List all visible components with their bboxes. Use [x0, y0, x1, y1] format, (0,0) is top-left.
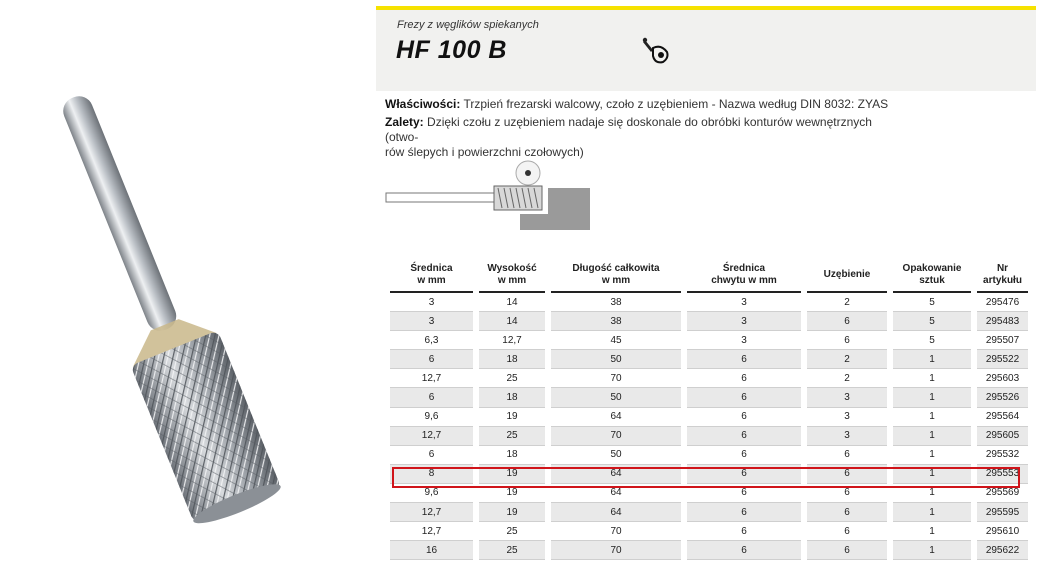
table-cell: 1 [890, 483, 974, 502]
table-cell: 25 [476, 522, 548, 541]
table-cell: 6 [684, 407, 804, 426]
tool-end-view-center [525, 170, 531, 176]
table-cell: 19 [476, 407, 548, 426]
table-cell: 19 [476, 483, 548, 502]
table-cell: 19 [476, 503, 548, 522]
table-cell: 14 [476, 292, 548, 312]
table-cell: 19 [476, 464, 548, 483]
properties-text [385, 97, 905, 112]
table-cell: 295526 [974, 388, 1028, 407]
table-cell: 6 [804, 522, 890, 541]
tool-shank [386, 193, 498, 202]
table-cell: 9,6 [390, 407, 476, 426]
properties-label: Właściwości: [385, 97, 461, 111]
table-cell: 3 [390, 292, 476, 312]
table-row [390, 426, 1028, 445]
table-cell: 8 [390, 464, 476, 483]
table-cell: 64 [548, 464, 684, 483]
table-cell: 1 [890, 445, 974, 464]
table-cell: 295622 [974, 541, 1028, 560]
table-cell: 2 [804, 369, 890, 388]
table-cell: 295522 [974, 350, 1028, 369]
table-cell: 1 [890, 541, 974, 560]
table-cell: 1 [890, 369, 974, 388]
table-row [390, 331, 1028, 350]
table-cell: 25 [476, 426, 548, 445]
table-cell: 1 [890, 503, 974, 522]
table-cell: 45 [548, 331, 684, 350]
table-cell: 6 [684, 522, 804, 541]
product-category: Frezy z węglików spiekanych [397, 19, 539, 31]
table-cell: 295605 [974, 426, 1028, 445]
table-cell: 6 [804, 312, 890, 331]
table-cell: 3 [390, 312, 476, 331]
table-cell: 6,3 [390, 331, 476, 350]
table-cell: 295532 [974, 445, 1028, 464]
table-cell: 295569 [974, 483, 1028, 502]
table-cell: 3 [684, 331, 804, 350]
accent-bar [376, 6, 1036, 10]
table-cell: 6 [804, 541, 890, 560]
table-cell: 6 [804, 331, 890, 350]
advantages-value-line1: Dzięki czołu z uzębieniem nadaje się doskonale do obróbki konturów wewnętrznych (otwo- [385, 115, 872, 144]
table-cell: 295564 [974, 407, 1028, 426]
table-cell: 1 [890, 464, 974, 483]
advantages-value-line2: rów ślepych i powierzchni czołowych) [385, 145, 584, 159]
table-cell: 38 [548, 292, 684, 312]
col-header-package: Opakowanie sztuk [890, 258, 974, 292]
table-cell: 16 [390, 541, 476, 560]
table-cell: 18 [476, 388, 548, 407]
table-cell: 6 [684, 503, 804, 522]
table-cell: 6 [684, 388, 804, 407]
advantages-label: Zalety: [385, 115, 424, 129]
table-cell: 6 [684, 464, 804, 483]
table-cell: 1 [890, 350, 974, 369]
product-photo-carbide-burr [0, 60, 370, 530]
table-cell: 50 [548, 445, 684, 464]
table-cell: 2 [804, 292, 890, 312]
table-cell: 295483 [974, 312, 1028, 331]
table-cell: 64 [548, 483, 684, 502]
table-cell: 70 [548, 522, 684, 541]
table-cell: 12,7 [390, 522, 476, 541]
table-row [390, 350, 1028, 369]
table-cell: 14 [476, 312, 548, 331]
table-cell: 12,7 [476, 331, 548, 350]
tool-head [494, 186, 542, 210]
table-cell: 12,7 [390, 503, 476, 522]
table-cell: 12,7 [390, 426, 476, 445]
col-header-height: Wysokość w mm [476, 258, 548, 292]
table-cell: 50 [548, 350, 684, 369]
product-title: HF 100 B [396, 36, 507, 64]
table-row [390, 292, 1028, 312]
table-cell: 3 [804, 407, 890, 426]
table-cell: 70 [548, 426, 684, 445]
table-cell: 50 [548, 388, 684, 407]
table-cell: 9,6 [390, 483, 476, 502]
application-diagram [382, 158, 592, 230]
table-cell: 5 [890, 312, 974, 331]
table-cell: 295507 [974, 331, 1028, 350]
table-cell: 64 [548, 503, 684, 522]
col-header-cut: Uzębienie [804, 258, 890, 292]
table-cell: 18 [476, 350, 548, 369]
table-cell: 295595 [974, 503, 1028, 522]
table-cell: 2 [804, 350, 890, 369]
hand-grinder-icon [641, 36, 675, 66]
table-cell: 5 [890, 292, 974, 312]
table-row [390, 541, 1028, 560]
table-cell: 1 [890, 407, 974, 426]
table-row [390, 388, 1028, 407]
table-cell: 6 [804, 483, 890, 502]
table-cell: 3 [804, 426, 890, 445]
table-row [390, 312, 1028, 331]
table-cell: 38 [548, 312, 684, 331]
table-row [390, 407, 1028, 426]
table-cell: 6 [684, 483, 804, 502]
table-cell: 6 [684, 541, 804, 560]
table-cell: 3 [684, 292, 804, 312]
table-cell: 6 [684, 426, 804, 445]
table-cell: 6 [804, 464, 890, 483]
highlighted-row-frame [392, 467, 1020, 488]
table-cell: 3 [804, 388, 890, 407]
table-cell: 1 [890, 426, 974, 445]
table-cell: 6 [804, 503, 890, 522]
table-cell: 18 [476, 445, 548, 464]
table-cell: 25 [476, 369, 548, 388]
col-header-article-no: Nr artykułu [974, 258, 1028, 292]
table-cell: 295553 [974, 464, 1028, 483]
table-cell: 6 [684, 369, 804, 388]
table-cell: 295603 [974, 369, 1028, 388]
table-cell: 295476 [974, 292, 1028, 312]
table-row [390, 445, 1028, 464]
table-cell: 6 [684, 350, 804, 369]
table-cell: 3 [684, 312, 804, 331]
table-cell: 6 [684, 445, 804, 464]
table-cell: 295610 [974, 522, 1028, 541]
table-cell: 12,7 [390, 369, 476, 388]
specification-table [390, 258, 1028, 560]
table-cell: 70 [548, 369, 684, 388]
table-cell: 1 [890, 522, 974, 541]
col-header-diameter: Średnica w mm [390, 258, 476, 292]
advantages-text [385, 115, 905, 160]
table-cell: 5 [890, 331, 974, 350]
table-cell: 70 [548, 541, 684, 560]
table-cell: 6 [390, 350, 476, 369]
table-row [390, 522, 1028, 541]
table-cell: 6 [390, 388, 476, 407]
table-row [390, 369, 1028, 388]
table-row [390, 503, 1028, 522]
table-cell: 6 [804, 445, 890, 464]
col-header-shank-diameter: Średnica chwytu w mm [684, 258, 804, 292]
table-cell: 1 [890, 388, 974, 407]
col-header-total-length: Długość całkowita w mm [548, 258, 684, 292]
properties-value: Trzpień frezarski walcowy, czoło z uzębieniem - Nazwa według DIN 8032: ZYAS [460, 97, 889, 111]
table-cell: 64 [548, 407, 684, 426]
table-cell: 6 [390, 445, 476, 464]
table-header-row [390, 258, 1028, 292]
table-cell: 25 [476, 541, 548, 560]
